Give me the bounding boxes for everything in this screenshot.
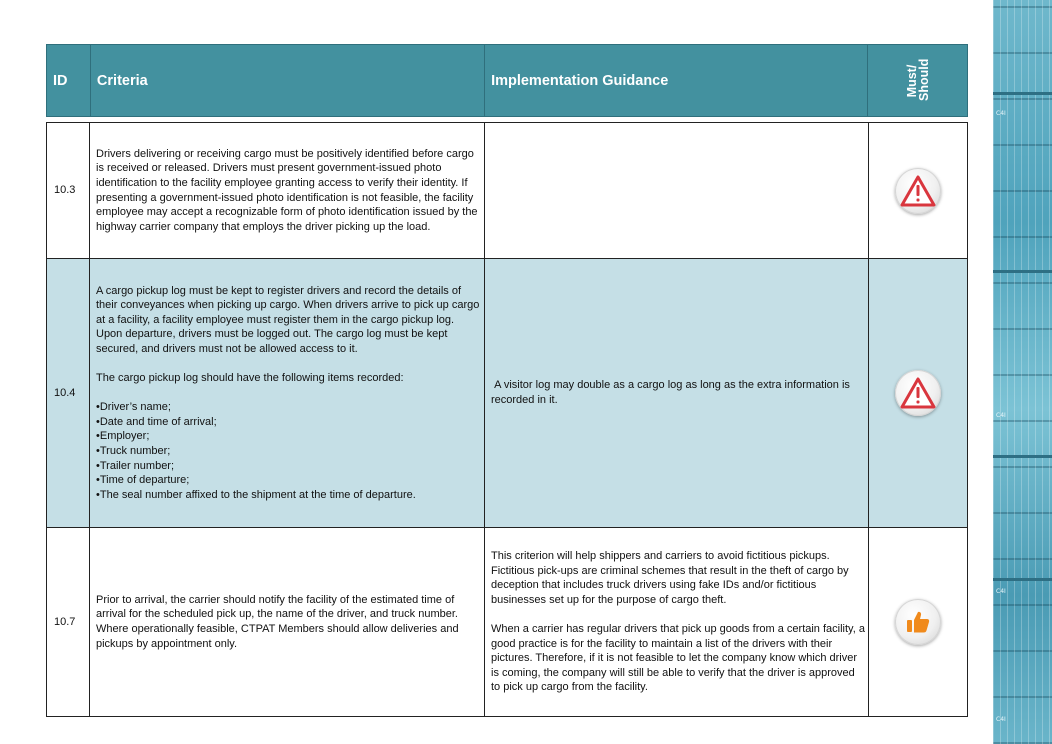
row-must-should [868,259,967,527]
guidance-paragraph: When a carrier has regular drivers that pick up goods from a certain facility, a good practice is for the facility to maintain a list of the drivers with their pictures. Therefore, if it is not feasible to let the company know which driver is coming, the company will still be able to verify that the driver is approved to pick up cargo from the facility. [491,623,865,694]
container-seam [993,455,1052,458]
row-criteria [89,123,484,258]
row-criteria [89,259,484,527]
list-item: • Trailer number; [96,459,480,474]
criteria-paragraph: A cargo pickup log must be kept to register drivers and record the details of their conveyances when picking up cargo. When drivers arrive to pick up cargo at a facility, a facility employee must register them in the cargo pickup log. Upon departure, drivers must be logged out. The cargo log must be kept secured, and drivers must not be allowed access to it. [96,284,480,355]
list-item: • Truck number; [96,444,480,459]
list-item: • The seal number affixed to the shipment at the time of departure. [96,488,480,503]
criteria-table [46,122,968,717]
thumbs-up-icon [895,599,941,645]
container-seam [993,92,1052,95]
row-must-should [868,123,967,258]
criteria-paragraph: Drivers delivering or receiving cargo must be positively identified before cargo is received or released. Drivers must present government-issued photo identification to the facility employee granting access to verify their identity. If presenting a government-issued photo identification is not feasible, the facility employee may accept a recognizable form of photo identification issued by the highway carrier company that employs the driver picking up the load. [96,147,478,233]
shipping-container-image [993,0,1052,744]
container-seam [993,578,1052,581]
list-item: • Driver’s name; [96,400,480,415]
table-row [47,528,967,716]
criteria-paragraph: The cargo pickup log should have the following items recorded: [96,372,404,385]
row-id: 10.4 [54,386,76,399]
header-must-should-label: Must/ Should [904,58,931,101]
criteria-bullet-list [96,400,480,502]
container-tag: C4I [996,716,1006,723]
header-must-should [867,45,967,116]
row-criteria [89,528,484,716]
row-must-should [868,528,967,716]
warning-icon [895,168,941,214]
header-guidance: Implementation Guidance [484,45,867,116]
row-id: 10.7 [54,615,76,628]
row-id: 10.3 [54,184,76,197]
guidance-paragraph: A visitor log may double as a cargo log as long as the extra information is recorded in it. [491,379,853,406]
guidance-paragraph: This criterion will help shippers and carriers to avoid fictitious pickups. Fictitious pick-ups are criminal schemes that result in the theft of cargo by deception that includes truck drivers using fake IDs and/or fictitious businesses set up for the purpose of cargo theft. [491,550,849,606]
header-criteria: Criteria [90,45,484,116]
list-item: • Date and time of arrival; [96,415,480,430]
container-tag: C4I [996,412,1006,419]
container-tag: C4I [996,110,1006,117]
container-seam [993,270,1052,273]
list-item: • Time of departure; [96,473,480,488]
criteria-paragraph: Prior to arrival, the carrier should notify the facility of the estimated time of arrival for the scheduled pick up, the name of the driver, and truck number. Where operationally feasible, CTPAT Members should allow deliveries and pickups by appointment only. [96,593,459,650]
table-row [47,123,967,259]
warning-icon [895,370,941,416]
row-guidance [484,123,868,258]
table-header [46,44,968,117]
list-item: • Employer; [96,429,480,444]
header-id: ID [53,72,68,89]
row-guidance [484,259,868,527]
table-row [47,259,967,528]
container-tag: C4I [996,588,1006,595]
row-guidance [484,528,868,716]
